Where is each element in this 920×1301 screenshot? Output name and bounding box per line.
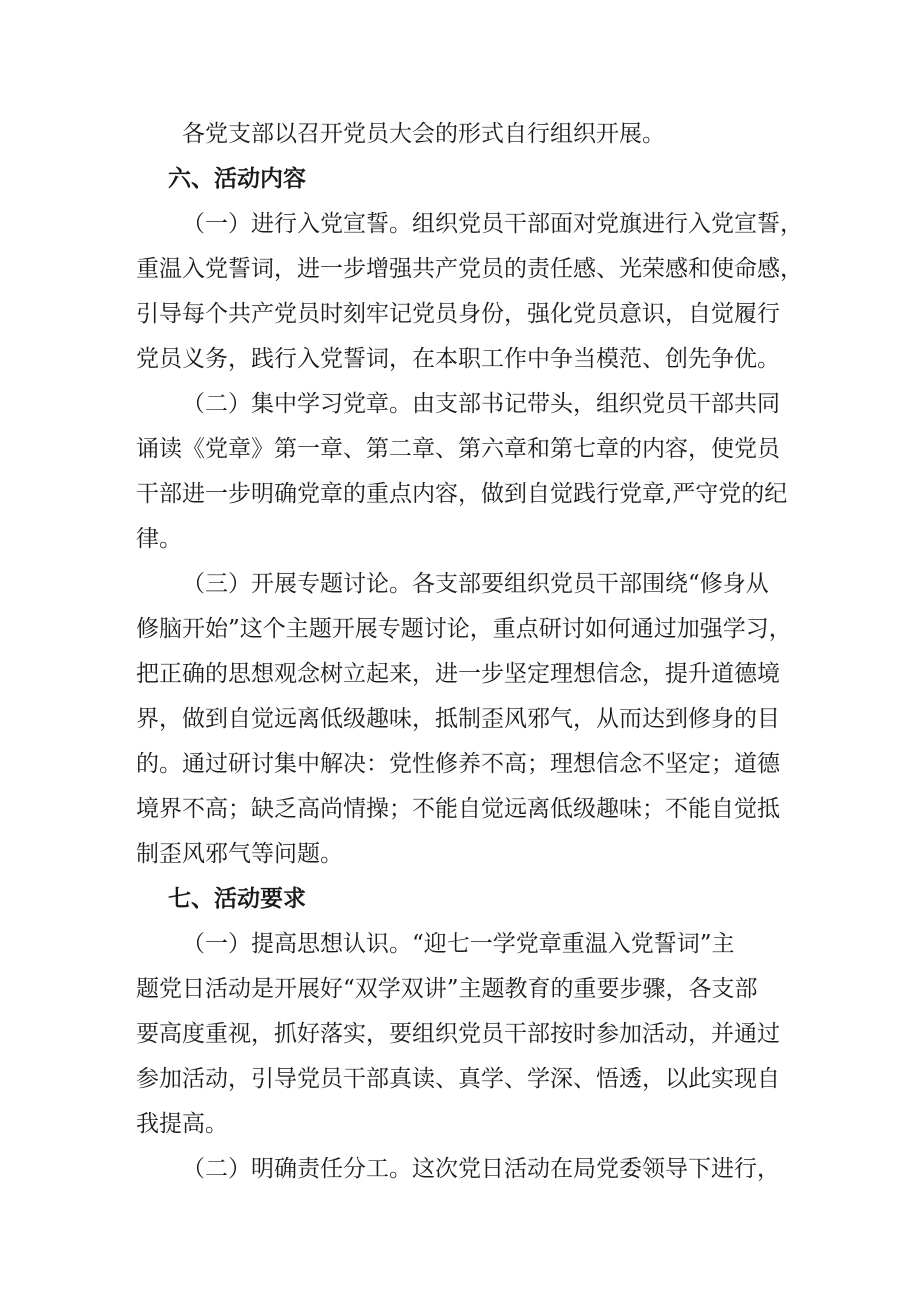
- body-line: 界，做到自觉远离低级趣味，抵制歪风邪气，从而达到修身的目: [136, 706, 780, 732]
- body-line: 制歪风邪气等问题。: [136, 841, 343, 867]
- body-line: （二）明确责任分工。这次党日活动在局党委领导下进行，: [182, 1156, 780, 1182]
- body-line: （一）提高思想认识。“迎七一学党章重温入党誓词”主: [182, 931, 735, 957]
- body-line: 要高度重视，抓好落实，要组织党员干部按时参加活动，并通过: [136, 1021, 780, 1047]
- body-line: 我提高。: [136, 1111, 228, 1137]
- body-line: （三）开展专题讨论。各支部要组织党员干部围绕“修身从: [182, 571, 769, 597]
- body-line: 干部进一步明确党章的重点内容，做到自觉践行党章,严守党的纪: [136, 481, 788, 507]
- body-line: 题党日活动是开展好“双学双讲”主题教育的重要步骤，各支部: [136, 976, 758, 1002]
- body-line: 重温入党誓词，进一步增强共产党员的责任感、光荣感和使命感，: [136, 256, 803, 282]
- body-line: 境界不高；缺乏高尚情操；不能自觉远离低级趣味；不能自觉抵: [136, 796, 780, 822]
- section-heading-activity-content: 六、活动内容: [168, 166, 306, 192]
- body-line: 修脑开始”这个主题开展专题讨论，重点研讨如何通过加强学习，: [136, 616, 792, 642]
- body-line: 的。通过研讨集中解决：党性修养不高；理想信念不坚定；道德: [136, 751, 780, 777]
- body-line: 把正确的思想观念树立起来，进一步坚定理想信念，提升道德境: [136, 661, 780, 687]
- body-line: 引导每个共产党员时刻牢记党员身份，强化党员意识，自觉履行: [136, 301, 780, 327]
- body-line: （二）集中学习党章。由支部书记带头，组织党员干部共同: [182, 391, 780, 417]
- body-line: 参加活动，引导党员干部真读、真学、学深、悟透，以此实现自: [136, 1066, 780, 1092]
- body-line: 各党支部以召开党员大会的形式自行组织开展。: [182, 121, 665, 147]
- body-line: （一）进行入党宣誓。组织党员干部面对党旗进行入党宣誓，: [182, 211, 803, 237]
- body-line: 党员义务，践行入党誓词，在本职工作中争当模范、创先争优。: [136, 346, 780, 372]
- body-line: 诵读《党章》第一章、第二章、第六章和第七章的内容，使党员: [136, 436, 780, 462]
- body-line: 律。: [136, 526, 182, 552]
- section-heading-activity-requirements: 七、活动要求: [168, 886, 306, 912]
